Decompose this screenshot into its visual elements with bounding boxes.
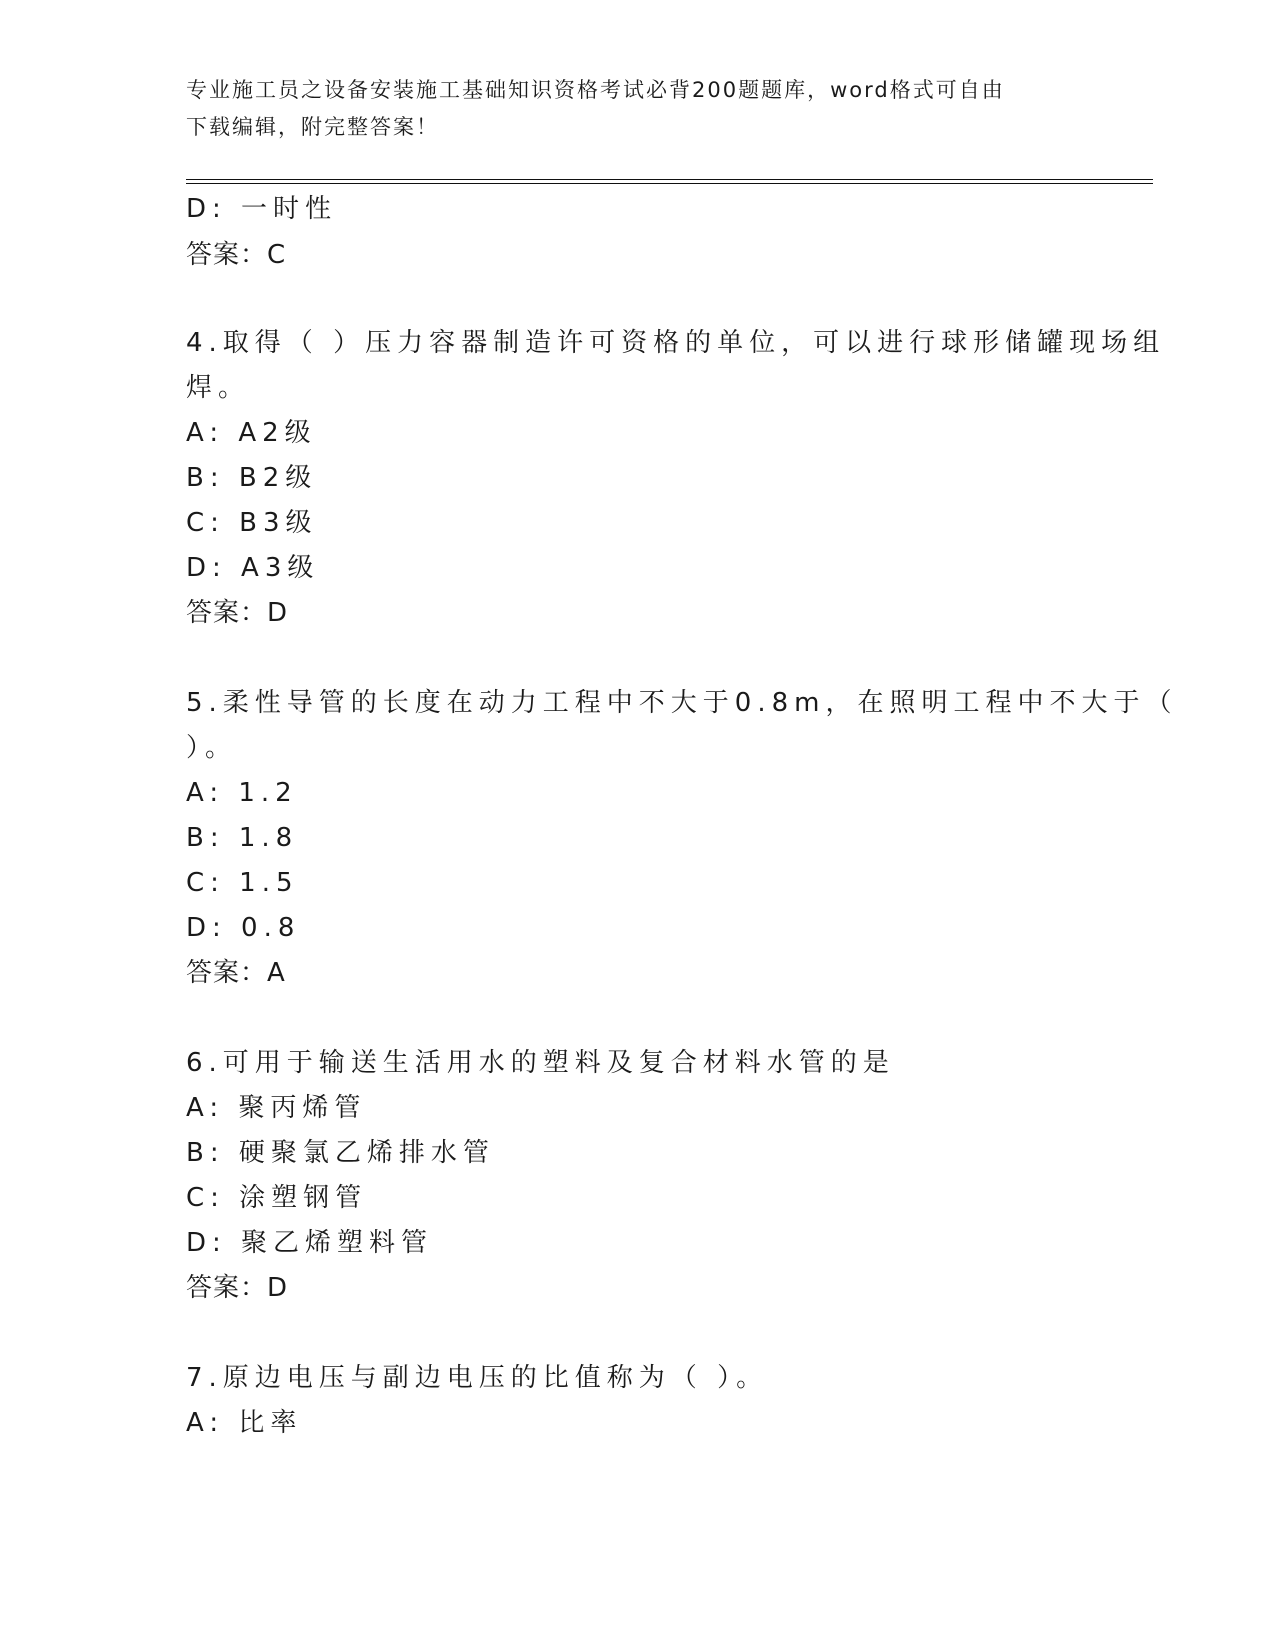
q6-option-a: A: 聚丙烯管 xyxy=(186,1093,367,1123)
q5-option-b: B: 1.8 xyxy=(186,823,299,853)
q5-option-a: A: 1.2 xyxy=(186,778,298,808)
q4-answer: 答案：D xyxy=(186,598,289,628)
q5-stem-line-2: ）。 xyxy=(186,733,238,763)
q6-stem-line-1: 6.可用于输送生活用水的塑料及复合材料水管的是 xyxy=(186,1048,895,1078)
q4-stem-line-1: 4.取得（ ）压力容器制造许可资格的单位，可以进行球形储罐现场组 xyxy=(186,328,1166,358)
prev-answer: 答案：C xyxy=(186,240,287,270)
q4-option-a: A: A2级 xyxy=(186,418,317,448)
q4-option-b: B: B2级 xyxy=(186,463,318,493)
header-line-2: 下载编辑，附完整答案！ xyxy=(186,115,439,139)
q6-answer: 答案：D xyxy=(186,1273,289,1303)
q6-option-c: C: 涂塑钢管 xyxy=(186,1183,368,1213)
q6-option-d: D: 聚乙烯塑料管 xyxy=(186,1228,434,1258)
header-divider-top xyxy=(186,179,1153,180)
header-line-1: 专业施工员之设备安装施工基础知识资格考试必背200题题库，word格式可自由 xyxy=(186,78,1005,102)
q5-stem-line-1: 5.柔性导管的长度在动力工程中不大于0.8m，在照明工程中不大于（ xyxy=(186,688,1178,718)
q7-stem-line-1: 7.原边电压与副边电压的比值称为（ ）。 xyxy=(186,1363,769,1393)
q4-stem-line-2: 焊。 xyxy=(186,373,251,403)
q7-option-a: A: 比率 xyxy=(186,1408,303,1438)
q5-option-d: D: 0.8 xyxy=(186,913,301,943)
document-header xyxy=(186,72,1066,146)
prev-option-d: D: 一时性 xyxy=(186,194,338,224)
q6-option-b: B: 硬聚氯乙烯排水管 xyxy=(186,1138,495,1168)
header-divider-bottom xyxy=(186,183,1153,184)
q5-answer: 答案：A xyxy=(186,958,286,988)
q4-option-d: D: A3级 xyxy=(186,553,320,583)
q4-option-c: C: B3级 xyxy=(186,508,318,538)
q5-option-c: C: 1.5 xyxy=(186,868,299,898)
